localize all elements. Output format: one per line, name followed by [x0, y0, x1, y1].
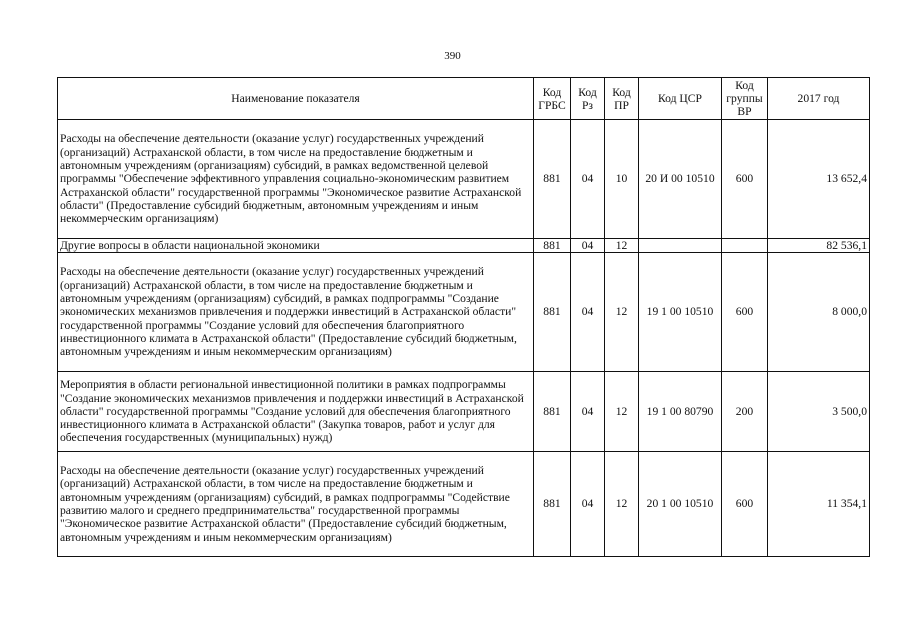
row-rz: 04 [571, 253, 605, 372]
header-grbs: Код ГРБС [534, 78, 571, 120]
row-csr: 20 1 00 10510 [639, 452, 722, 557]
row-amount: 8 000,0 [768, 253, 870, 372]
table-row [58, 253, 870, 372]
row-name: Расходы на обеспечение деятельности (оказание услуг) государственных учреждений (организаций) Астраханской области, в том числе на предоставление бюджетным и автономным учреждениям (организациям) субсидий, в рамках ведомственной целевой программы "Обеспечение эффективного управления социально-экономическим развитием Астраханской области" государственной программы "Экономическое развитие Астраханской области" (Предоставление субсидий бюджетным, автономным учреждениям и иным некоммерческим организациям) [58, 120, 534, 239]
table-row [58, 120, 870, 239]
row-rz: 04 [571, 452, 605, 557]
header-pr: Код ПР [605, 78, 639, 120]
row-pr: 12 [605, 239, 639, 253]
table-header-row [58, 78, 870, 120]
row-grbs: 881 [534, 372, 571, 452]
page-number: 390 [444, 50, 461, 62]
row-csr: 19 1 00 80790 [639, 372, 722, 452]
row-csr: 19 1 00 10510 [639, 253, 722, 372]
row-csr [639, 239, 722, 253]
header-name: Наименование показателя [58, 78, 534, 120]
row-rz: 04 [571, 239, 605, 253]
table-row [58, 372, 870, 452]
header-vr: Код группы ВР [722, 78, 768, 120]
row-name: Мероприятия в области региональной инвестиционной политики в рамках подпрограммы "Создание экономических механизмов привлечения и поддержки инвестиций в Астраханской области" государственной программы "Создание условий для обеспечения благоприятного инвестиционного климата в Астраханской области" (Закупка товаров, работ и услуг для обеспечения государственных (муниципальных) нужд) [58, 372, 534, 452]
row-pr: 12 [605, 452, 639, 557]
row-vr: 200 [722, 372, 768, 452]
row-vr [722, 239, 768, 253]
row-amount: 11 354,1 [768, 452, 870, 557]
row-rz: 04 [571, 372, 605, 452]
row-grbs: 881 [534, 452, 571, 557]
row-vr: 600 [722, 452, 768, 557]
row-amount: 82 536,1 [768, 239, 870, 253]
table-row [58, 452, 870, 557]
table-row [58, 239, 870, 253]
row-name: Расходы на обеспечение деятельности (оказание услуг) государственных учреждений (организаций) Астраханской области, в том числе на предоставление бюджетным и автономным учреждениям (организациям) субсидий, в рамках подпрограммы "Содействие развитию малого и среднего предпринимательства" государственной программы "Экономическое развитие Астраханской области" (Предоставление субсидий бюджетным, автономным учреждениям и иным некоммерческим организациям) [58, 452, 534, 557]
row-pr: 10 [605, 120, 639, 239]
row-csr: 20 И 00 10510 [639, 120, 722, 239]
header-year: 2017 год [768, 78, 870, 120]
row-name: Другие вопросы в области национальной экономики [58, 239, 534, 253]
row-amount: 3 500,0 [768, 372, 870, 452]
row-grbs: 881 [534, 120, 571, 239]
header-csr: Код ЦСР [639, 78, 722, 120]
row-pr: 12 [605, 372, 639, 452]
row-pr: 12 [605, 253, 639, 372]
row-grbs: 881 [534, 239, 571, 253]
header-rz: Код Рз [571, 78, 605, 120]
row-rz: 04 [571, 120, 605, 239]
row-vr: 600 [722, 253, 768, 372]
row-name: Расходы на обеспечение деятельности (оказание услуг) государственных учреждений (организаций) Астраханской области, в том числе на предоставление бюджетным и автономным учреждениям (организациям) субсидий, в рамках подпрограммы "Создание экономических механизмов привлечения и поддержки инвестиций в Астраханской области" государственной программы "Создание условий для обеспечения благоприятного инвестиционного климата в Астраханской области" (Предоставление субсидий бюджетным, автономным учреждениям и иным некоммерческим организациям) [58, 253, 534, 372]
row-amount: 13 652,4 [768, 120, 870, 239]
row-vr: 600 [722, 120, 768, 239]
row-grbs: 881 [534, 253, 571, 372]
budget-table [57, 77, 870, 557]
